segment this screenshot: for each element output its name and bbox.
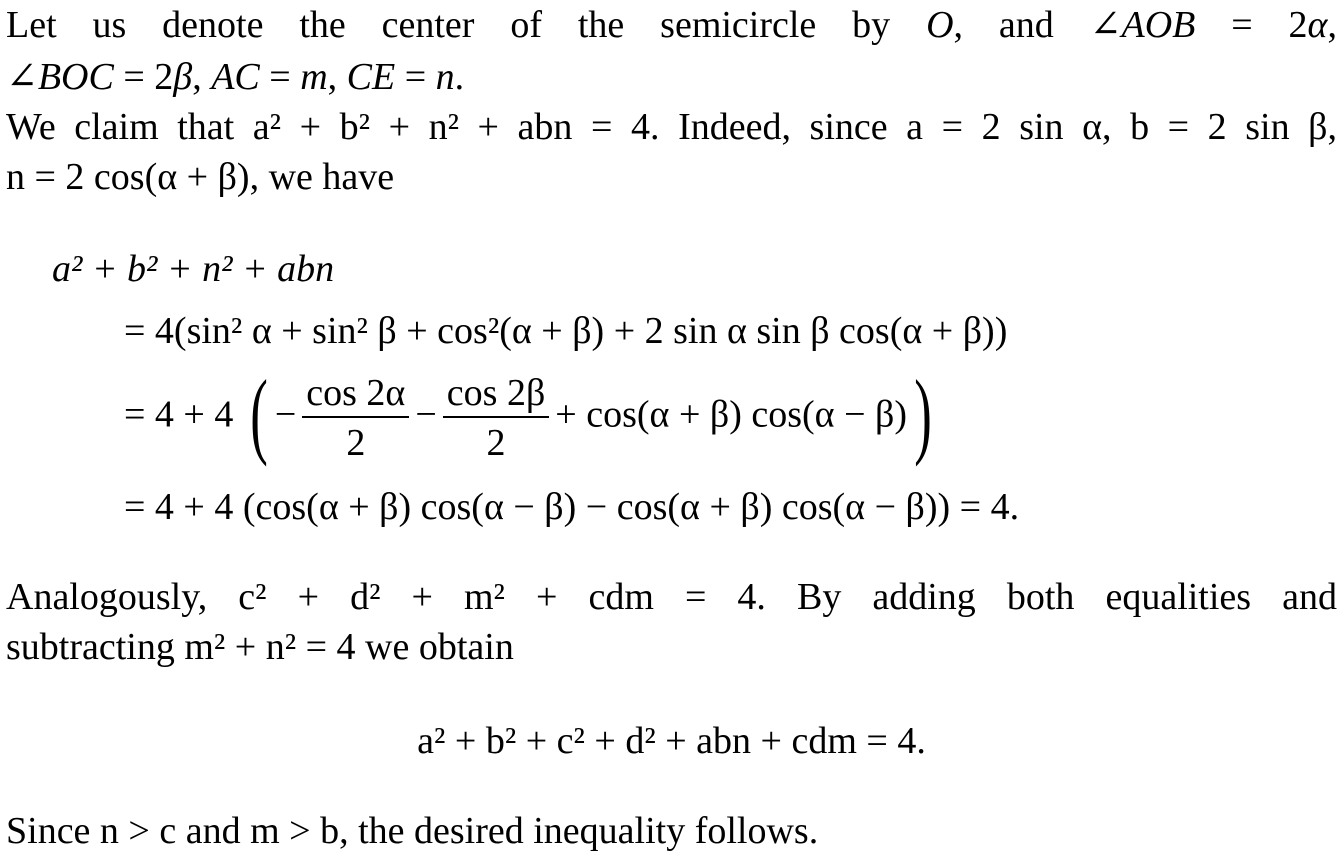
big-right-paren: ): [914, 360, 932, 467]
equals: =: [395, 56, 436, 98]
var-n: n: [435, 56, 455, 98]
segment-CE: CE: [346, 56, 396, 98]
step2-tail: + cos(α + β) cos(α − β): [555, 393, 908, 436]
fraction-numerator: cos 2β: [443, 374, 550, 418]
derivation-lhs: [52, 250, 334, 288]
var-m: m: [300, 56, 328, 98]
step2-prefix: = 4 + 4: [124, 393, 234, 436]
intro-text: Let us denote the center of the semicircle by: [6, 4, 927, 46]
beta-symbol: β: [173, 56, 193, 98]
claim-line-2: n = 2 cos(α + β), we have: [6, 156, 395, 198]
minus-sign: −: [274, 393, 297, 436]
equals-2: = 2: [1195, 4, 1308, 46]
lhs-expression: a² + b² + n² + abn: [52, 248, 335, 290]
minus-sign: −: [415, 393, 437, 436]
intro-line-1: [6, 6, 1337, 44]
comma: ,: [1327, 4, 1337, 46]
derivation-step-1: = 4(sin² α + sin² β + cos²(α + β) + 2 sin α sin β cos(α + β)): [124, 310, 1008, 352]
fraction-cos2alpha: [302, 374, 409, 462]
analog-line-1: Analogously, c² + d² + m² + cdm = 4. By adding both equalities and: [6, 576, 1337, 618]
separator: ,: [192, 56, 212, 98]
equals-2: = 2: [113, 56, 174, 98]
angle-AOB: AOB: [1121, 4, 1196, 46]
segment-AC: AC: [211, 56, 260, 98]
result-equation: a² + b² + c² + d² + abn + cdm = 4.: [417, 720, 926, 762]
big-left-paren: (: [250, 360, 268, 467]
separator: ,: [327, 56, 347, 98]
angle-symbol: ∠: [6, 56, 38, 98]
claim-line-1: We claim that a² + b² + n² + abn = 4. Indeed, since a = 2 sin α, b = 2 sin β,: [6, 106, 1337, 148]
fraction-denominator: 2: [486, 422, 506, 464]
point-O: O: [926, 4, 954, 46]
intro-line-2: [6, 58, 464, 96]
equals: =: [259, 56, 301, 98]
angle-BOC: BOC: [37, 56, 114, 98]
conclusion-line: Since n > c and m > b, the desired inequality follows.: [6, 810, 819, 852]
fraction-denominator: 2: [346, 422, 366, 464]
fraction-cos2beta: [443, 374, 550, 462]
period: .: [454, 56, 465, 98]
fraction-numerator: cos 2α: [302, 374, 409, 418]
analog-line-2: subtracting m² + n² = 4 we obtain: [6, 626, 514, 668]
derivation-step-3: = 4 + 4 (cos(α + β) cos(α − β) − cos(α + β) cos(α − β)) = 4.: [124, 486, 1020, 528]
derivation-step-2: [124, 360, 939, 467]
intro-and: , and ∠: [953, 4, 1122, 46]
alpha-symbol: α: [1307, 4, 1328, 46]
